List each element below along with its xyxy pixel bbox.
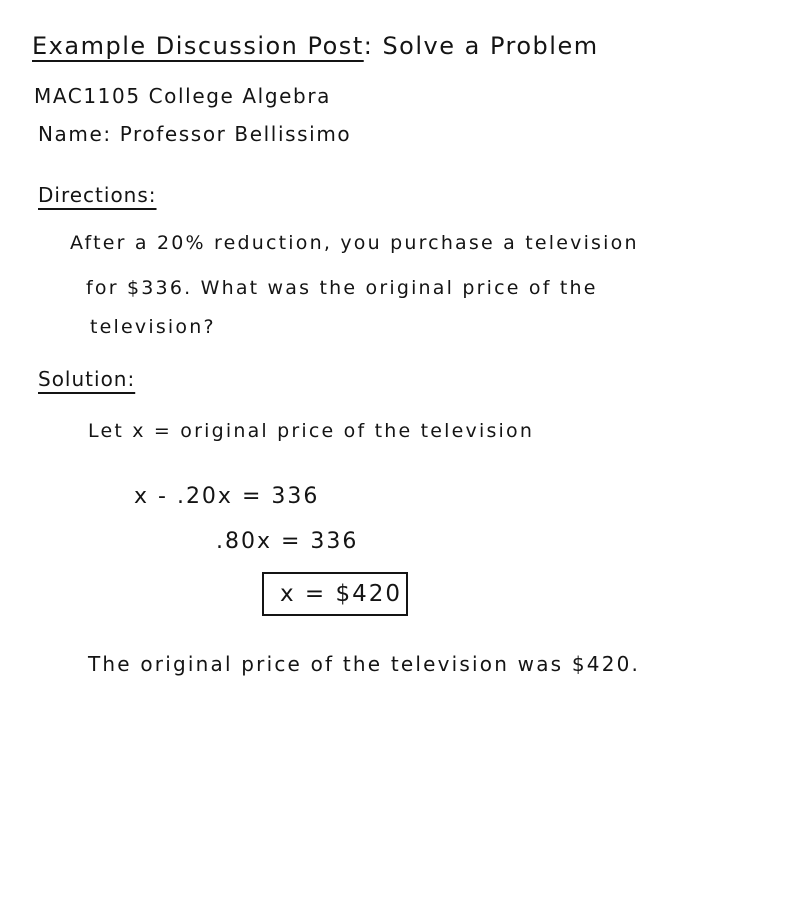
boxed-answer: x = $420	[280, 581, 403, 607]
directions-line-1: After a 20% reduction, you purchase a television	[70, 232, 639, 254]
post-title-rest: : Solve a Problem	[363, 32, 599, 60]
equation-1: x - .20x = 336	[134, 484, 320, 509]
equation-2: .80x = 336	[216, 529, 359, 554]
let-statement: Let x = original price of the television	[88, 420, 535, 442]
directions-line-3: television?	[90, 316, 216, 338]
course-line: MAC1105 College Algebra	[34, 84, 331, 108]
directions-heading: Directions:	[38, 183, 157, 207]
directions-line-2: for $336. What was the original price of the	[86, 277, 598, 299]
solution-heading: Solution:	[38, 367, 136, 391]
conclusion-sentence: The original price of the television was $420.	[88, 652, 641, 676]
post-title	[32, 32, 599, 60]
answer-box	[262, 572, 408, 616]
post-title-underlined: Example Discussion Post	[32, 32, 364, 60]
author-name: Name: Professor Bellissimo	[38, 122, 352, 146]
